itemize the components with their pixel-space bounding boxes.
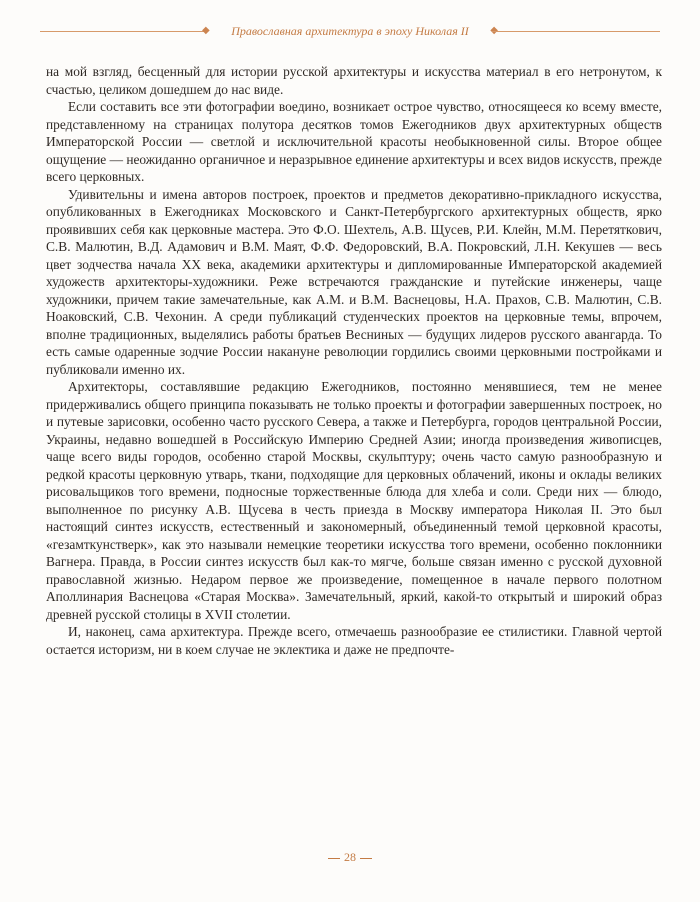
running-head [40, 22, 660, 40]
running-head-title: Православная архитектура в эпоху Николая II [231, 24, 469, 38]
running-head-rule-right [492, 31, 660, 32]
ornament-left-icon: ◆ [202, 25, 210, 36]
paragraph-continued: на мой взгляд, бесценный для истории русской архитектуры и искусства материал в его нетронутом, к счастью, целиком дошедшем до нас виде. [46, 64, 662, 97]
paragraph: Архитекторы, составлявшие редакцию Ежегодников, постоянно менявшиеся, тем не менее придерживались общего принципа показывать не только проекты и фотографии завершенных построек, но и путевые зарисовки, особенно часто русского Севера, а также и Петербурга, городов центральной России, Украины, недавно вошедшей в Российскую Империю Средней Азии; иногда произведения живописцев, чаще всего виды городов, особенно старой Москвы, скульптуру; очень часто самую разнообразную и редкой красоты церковную утварь, ткани, подходящие для церковных облачений, иконы и оклады великих рисовальщиков того времени, подносные торжественные блюда для хлеба и соли. Среди них — блюдо, выполненное по рисунку А.В. Щусева в честь приезда в Москву императора Николая II. Это был настоящий синтез искусств, естественный и закономерный, объединенный темой церковной красоты, «гезамткунстверк», как это называли немецкие теоретики искусства того времени, особенно поклонники Вагнера. Правда, в России синтез искусств был как-то мягче, больше связан именно с русской духовной православной жизнью. Недаром первое же произведение, помещенное в начале первого полотном Аполлинария Васнецова «Старая Москва». Замечательный, яркий, какой-то открытый и широкий образ древней русской столицы в XVII столетии. [46, 379, 662, 622]
paragraph: Если составить все эти фотографии воедино, возникает острое чувство, относящееся ко всему вместе, представленному на страницах полутора десятков томов Ежегодников двух архитектурных обществ Императорской России — светлой и исключительной красоты необыкновенной силы. Второе общее ощущение — неожиданно органичное и неразрывное единение архитектуры и всех видов искусств, прежде всего церковных. [46, 99, 662, 184]
folio-dash-right [360, 858, 372, 859]
running-head-rule-left [40, 31, 208, 32]
page-number-value: 28 [344, 850, 356, 864]
paragraph: Удивительны и имена авторов построек, проектов и предметов декоративно-прикладного искусства, опубликованных в Ежегодниках Московского и Санкт-Петербургского архитектурных обществ, ярко проявивших себя как церковные мастера. Это Ф.О. Шехтель, А.В. Щусев, Р.И. Клейн, М.М. Перетяткович, С.В. Малютин, В.Д. Адамович и В.М. Маят, Ф.Ф. Федоровский, В.А. Покровский, Л.Н. Кекушев — весь цвет зодчества начала XX века, академики архитектуры и дипломированные Императорской академией художеств архитекторы-художники. Реже встречаются гражданские и путейские инженеры, чаще художники, причем такие замечательные, как А.М. и В.М. Васнецовы, Н.А. Прахов, С.В. Малютин, С.В. Ноаковский, С.В. Чехонин. А среди публикаций студенческих проектов на церковные темы, впрочем, вполне традиционных, выделялись работы братьев Весниных — будущих лидеров русского авангарда. То есть самые одаренные зодчие России накануне революции гордились своими церковными постройками и публиковали именно их. [46, 186, 662, 377]
paragraph: И, наконец, сама архитектура. Прежде всего, отмечаешь разнообразие ее стилистики. Главной чертой остается историзм, ни в коем случае не эклектика и даже не предпочте- [46, 624, 662, 657]
folio-dash-left [328, 858, 340, 859]
page-number [0, 849, 700, 865]
body-text [46, 63, 662, 658]
